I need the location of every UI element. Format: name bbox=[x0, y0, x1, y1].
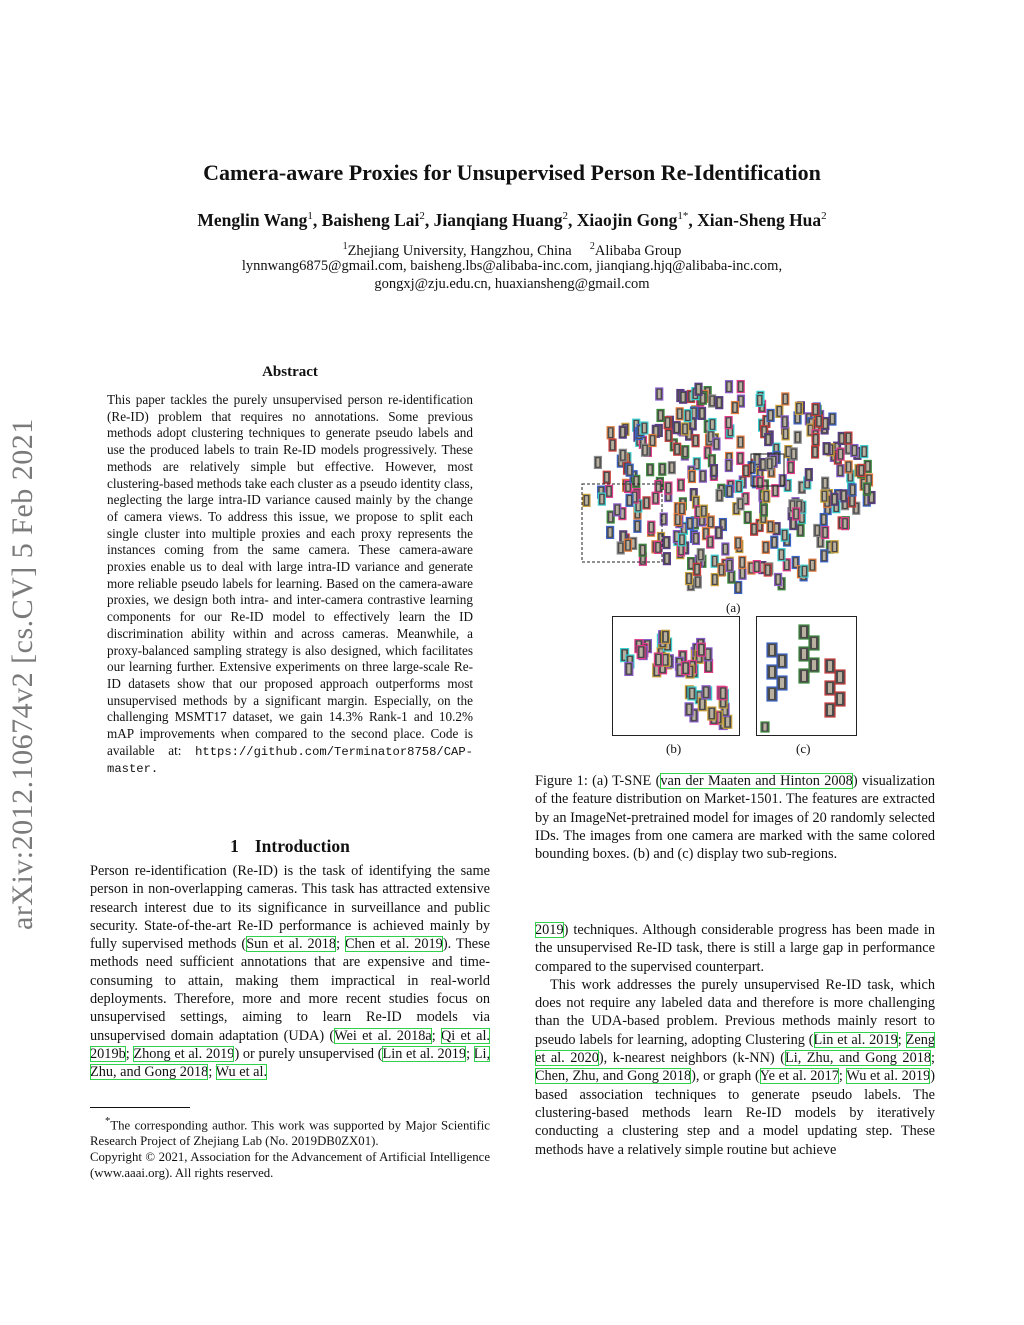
citation-link[interactable]: Wu et al. bbox=[215, 1064, 268, 1081]
citation-link[interactable]: Chen, Zhu, and Gong 2018 bbox=[535, 1068, 692, 1085]
image-thumbnail bbox=[697, 643, 705, 656]
image-thumbnail bbox=[680, 391, 687, 403]
image-thumbnail bbox=[614, 504, 621, 516]
image-thumbnail bbox=[607, 427, 614, 439]
intro-paragraph: Person re-identification (Re-ID) is the task of identifying the same person in non-overlapping cameras. This task has attracted extensive research interest due to its significance in surveillance and public security. State-of-the-art Re-ID performance is achieved mainly by fully supervised methods (Sun et al. 2018; Chen et al. 2019). These methods need sufficient annotations that are expensive and time-consuming to attain, making them impractical in real-world deployments. Therefore, more and more recent studies focus on unsupervised settings, aiming to learn Re-ID models via unsupervised domain adaptation (UDA) (Wei et al. 2018a; Qi et al. 2019b; Zhong et al. 2019) or purely unsupervised (Lin et al. 2019; Li, Zhu, and Gong 2018; Wu et al. bbox=[90, 863, 491, 1081]
image-thumbnail bbox=[607, 511, 614, 523]
citation-link[interactable]: Wu et al. 2019 bbox=[846, 1068, 931, 1085]
image-thumbnail bbox=[863, 483, 870, 495]
image-thumbnail bbox=[822, 526, 829, 538]
image-thumbnail bbox=[694, 576, 701, 588]
image-thumbnail bbox=[812, 446, 819, 458]
figure-subregion-b bbox=[612, 616, 740, 736]
author-name: Baisheng Lai bbox=[321, 210, 420, 230]
figure-tsne-a bbox=[580, 364, 880, 600]
image-thumbnail bbox=[656, 388, 663, 400]
image-thumbnail bbox=[735, 537, 742, 549]
image-thumbnail bbox=[674, 443, 681, 455]
image-thumbnail bbox=[737, 498, 744, 510]
image-thumbnail bbox=[794, 431, 801, 443]
image-thumbnail bbox=[594, 456, 601, 468]
image-thumbnail bbox=[711, 574, 718, 586]
image-thumbnail bbox=[707, 536, 714, 548]
image-thumbnail bbox=[668, 462, 675, 474]
image-thumbnail bbox=[845, 432, 852, 444]
image-thumbnail bbox=[782, 393, 789, 405]
author-name: Menglin Wang bbox=[197, 210, 308, 230]
image-thumbnail bbox=[637, 646, 645, 659]
author-list: Menglin Wang$^1$, Baisheng Lai$^2$, Jianqiang Huang$^2$, Xiaojin Gong$^{1*}$, Xian-Sheng Hua$^2$ bbox=[197, 210, 827, 230]
image-thumbnail bbox=[688, 687, 696, 700]
image-thumbnail bbox=[695, 383, 702, 395]
image-thumbnail bbox=[777, 654, 787, 668]
image-thumbnail bbox=[716, 489, 723, 501]
footnote: *The corresponding author. This work was supported by Major Scientific Research Project of Zhejiang Lab (No. 2019DB0ZX01). Copyright © 2021, Association for the Advancement of Artificial Intelligence (www.aaai.org). All rights reserved. bbox=[90, 1116, 490, 1181]
image-thumbnail bbox=[849, 484, 856, 496]
image-thumbnail bbox=[686, 573, 693, 585]
image-thumbnail bbox=[815, 415, 822, 427]
citation-link[interactable]: Li, Zhu, and Gong 2018 bbox=[784, 1050, 932, 1067]
image-thumbnail bbox=[831, 493, 838, 505]
abstract-body: This paper tackles the purely unsupervised person re-identification (Re-ID) problem that requires no annotations. Some previous methods adopt clustering techniques to generate pseudo labels and use the produced labels to train Re-ID models progressively. These methods are relatively simple but effective. However, most clustering-based methods take each cluster as a pseudo identity class, neglecting the large intra-ID variance caused mainly by the change of camera views. To address this issue, we propose to split each single cluster into multiple proxies and each proxy represents the instances coming from the same camera. These camera-aware proxies enable us to deal with large intra-ID variance and generate more reliable pseudo labels for learning. Based on the camera-aware proxies, we design both intra- and inter-camera contrastive learning components for our Re-ID model to effectively learn the ID discrimination ability within and across cameras. Meanwhile, a proxy-balanced sampling strategy is also designed, which facilitates our learning further. Extensive experiments on three large-scale Re-ID datasets show that our proposed approach outperforms most unsupervised methods by a significant margin. Especially, on the challenging MSMT17 dataset, we gain 14.3% Rank-1 and 10.2% mAP improvements when compared to the second place. Code is available at: https://github.com/Terminator8758/CAP-master. bbox=[107, 392, 473, 777]
image-thumbnail bbox=[633, 475, 640, 487]
image-thumbnail bbox=[682, 662, 690, 675]
image-thumbnail bbox=[678, 503, 685, 515]
image-thumbnail bbox=[731, 402, 738, 414]
image-thumbnail bbox=[760, 459, 767, 471]
image-thumbnail bbox=[835, 692, 845, 706]
image-thumbnail bbox=[765, 434, 772, 446]
image-thumbnail bbox=[694, 563, 701, 575]
tsne-scatter bbox=[580, 364, 880, 600]
image-thumbnail bbox=[652, 492, 659, 504]
image-thumbnail bbox=[709, 395, 716, 407]
image-thumbnail bbox=[647, 464, 654, 476]
image-thumbnail bbox=[837, 448, 844, 460]
image-thumbnail bbox=[641, 422, 648, 434]
figure-subregion-c bbox=[756, 616, 857, 736]
image-thumbnail bbox=[736, 480, 743, 492]
image-thumbnail bbox=[845, 461, 852, 473]
image-thumbnail bbox=[698, 698, 706, 711]
image-thumbnail bbox=[682, 446, 689, 458]
image-thumbnail bbox=[660, 513, 667, 525]
image-thumbnail bbox=[767, 687, 777, 701]
image-thumbnail bbox=[642, 444, 649, 456]
image-thumbnail bbox=[719, 687, 727, 700]
image-thumbnail bbox=[692, 532, 699, 544]
code-link[interactable]: https://github.com/Terminator8758/CAP-master. bbox=[107, 744, 473, 777]
email-line: gongxj@zju.edu.cn, huaxiansheng@gmail.com bbox=[374, 276, 650, 292]
image-thumbnail bbox=[753, 561, 760, 573]
affiliation-line: $^1$Zhejiang University, Hangzhou, China $^2$Alibaba Group bbox=[342, 241, 682, 259]
figure-label-b: (b) bbox=[666, 741, 682, 756]
citation-link[interactable]: Zhong et al. 2019 bbox=[133, 1045, 235, 1062]
image-thumbnail bbox=[737, 381, 744, 393]
image-thumbnail bbox=[825, 681, 835, 695]
image-thumbnail bbox=[793, 508, 800, 520]
citation-link[interactable]: Qi et al. 2019b bbox=[90, 1027, 491, 1062]
image-thumbnail bbox=[673, 422, 680, 434]
image-thumbnail bbox=[699, 470, 706, 482]
right-column-text: 2019) techniques. Although considerable progress has been made in the unsupervised Re-ID task, there is still a large gap in performance compared to the supervised counterpart. This work addresses the purely unsupervised Re-ID task, which does not require any labeled data and therefore is more challenging than the UDA-based problem. Previous methods mainly resort to pseudo labels for learning, adopting Clustering (Lin et al. 2019; Zeng et al. 2020), k-nearest neighbors (k-NN) (Li, Zhu, and Gong 2018; Chen, Zhu, and Gong 2018), or graph (Ye et al. 2017; Wu et al. 2019) based association techniques to generate pseudo labels. The clustering-based methods learn Re-ID models by iteratively conducting a clustering step and a model updating step. These methods have a relatively simple routine but achieve bbox=[535, 922, 935, 1158]
image-thumbnail bbox=[725, 417, 732, 429]
image-thumbnail bbox=[735, 581, 742, 593]
image-thumbnail bbox=[797, 524, 804, 536]
image-thumbnail bbox=[842, 518, 849, 530]
image-thumbnail bbox=[722, 543, 729, 555]
image-thumbnail bbox=[858, 464, 865, 476]
image-thumbnail bbox=[821, 550, 828, 562]
image-thumbnail bbox=[664, 417, 671, 429]
image-thumbnail bbox=[648, 521, 655, 533]
citation-link[interactable]: van der Maaten and Hinton 2008 bbox=[660, 773, 853, 789]
image-thumbnail bbox=[823, 443, 830, 455]
image-thumbnail bbox=[799, 669, 809, 683]
image-thumbnail bbox=[619, 449, 626, 461]
image-thumbnail bbox=[678, 534, 685, 546]
email-line: lynnwang6875@gmail.com, baisheng.lbs@alibaba-inc.com, jianqiang.hjq@alibaba-inc.com, bbox=[241, 258, 783, 274]
section-heading-introduction: 1 Introduction bbox=[230, 836, 350, 856]
image-thumbnail bbox=[757, 477, 764, 489]
image-thumbnail bbox=[809, 636, 819, 650]
image-thumbnail bbox=[655, 481, 662, 493]
image-thumbnail bbox=[724, 715, 732, 728]
image-thumbnail bbox=[603, 471, 610, 483]
image-thumbnail bbox=[702, 686, 710, 699]
citation-link[interactable]: Chen et al. 2019 bbox=[345, 936, 443, 953]
image-thumbnail bbox=[663, 553, 670, 565]
image-thumbnail bbox=[643, 497, 650, 509]
image-thumbnail bbox=[851, 445, 858, 457]
subregion-b-scatter bbox=[613, 617, 739, 735]
image-thumbnail bbox=[677, 479, 684, 491]
image-thumbnail bbox=[787, 462, 794, 474]
image-thumbnail bbox=[609, 439, 616, 451]
image-thumbnail bbox=[809, 559, 816, 571]
footnote-rule bbox=[90, 1107, 190, 1108]
image-thumbnail bbox=[760, 504, 767, 516]
image-thumbnail bbox=[598, 493, 605, 505]
abstract-heading: Abstract bbox=[262, 364, 318, 380]
author-name: Xian-Sheng Hua bbox=[697, 210, 822, 230]
author-name: Xiaojin Gong bbox=[576, 210, 678, 230]
image-thumbnail bbox=[688, 471, 695, 483]
image-thumbnail bbox=[665, 482, 672, 494]
image-thumbnail bbox=[771, 536, 778, 548]
citation-link[interactable]: Wei et al. 2018a bbox=[334, 1027, 432, 1044]
image-thumbnail bbox=[831, 541, 838, 553]
image-thumbnail bbox=[825, 659, 835, 673]
image-thumbnail bbox=[756, 394, 763, 406]
image-thumbnail bbox=[583, 494, 590, 506]
image-thumbnail bbox=[726, 485, 733, 497]
image-thumbnail bbox=[685, 703, 693, 716]
citation-link[interactable]: Lin et al. 2019 bbox=[382, 1045, 467, 1062]
image-thumbnail bbox=[775, 573, 782, 585]
author-name: Jianqiang Huang bbox=[433, 210, 563, 230]
image-thumbnail bbox=[682, 423, 689, 435]
paper-title: Camera-aware Proxies for Unsupervised Person Re-Identification bbox=[203, 160, 821, 185]
image-thumbnail bbox=[782, 428, 789, 440]
image-thumbnail bbox=[708, 707, 716, 720]
image-thumbnail bbox=[849, 495, 856, 507]
image-thumbnail bbox=[778, 549, 785, 561]
image-thumbnail bbox=[624, 539, 631, 551]
image-thumbnail bbox=[737, 452, 744, 464]
image-thumbnail bbox=[777, 676, 787, 690]
citation-link[interactable]: Sun et al. 2018 bbox=[246, 936, 337, 953]
image-thumbnail bbox=[837, 465, 844, 477]
image-thumbnail bbox=[676, 408, 683, 420]
image-thumbnail bbox=[607, 526, 614, 538]
image-thumbnail bbox=[751, 523, 758, 535]
image-thumbnail bbox=[728, 571, 735, 583]
image-thumbnail bbox=[801, 565, 808, 577]
image-thumbnail bbox=[814, 524, 821, 536]
image-thumbnail bbox=[711, 555, 718, 567]
figure-caption: Figure 1: (a) T-SNE (van der Maaten and Hinton 2008) visualization of the feature distribution on Market-1501. The features are extracted by an ImageNet-pretrained model for images of 20 randomly selected IDs. The images from one camera are marked with the same colored bounding boxes. (b) and (c) display two sub-regions. bbox=[535, 773, 936, 863]
image-thumbnail bbox=[781, 529, 788, 541]
figure-label-c: (c) bbox=[796, 741, 811, 756]
arxiv-stamp[interactable]: arXiv:2012.10674v2 [cs.CV] 5 Feb 2021 bbox=[6, 418, 39, 930]
image-thumbnail bbox=[626, 464, 633, 476]
image-thumbnail bbox=[767, 665, 777, 679]
image-thumbnail bbox=[659, 463, 666, 475]
image-thumbnail bbox=[829, 413, 836, 425]
image-thumbnail bbox=[707, 516, 714, 528]
image-thumbnail bbox=[762, 541, 769, 553]
image-thumbnail bbox=[840, 490, 847, 502]
image-thumbnail bbox=[626, 494, 633, 506]
image-thumbnail bbox=[716, 397, 723, 409]
image-thumbnail bbox=[835, 670, 845, 684]
image-thumbnail bbox=[726, 381, 733, 393]
image-thumbnail bbox=[739, 567, 746, 579]
image-thumbnail bbox=[639, 544, 646, 556]
image-thumbnail bbox=[606, 485, 613, 497]
image-thumbnail bbox=[700, 505, 707, 517]
image-thumbnail bbox=[713, 438, 720, 450]
image-thumbnail bbox=[861, 446, 868, 458]
image-thumbnail bbox=[697, 549, 704, 561]
image-thumbnail bbox=[665, 429, 672, 441]
image-thumbnail bbox=[763, 490, 770, 502]
citation-link[interactable]: Zeng et al. 2020 bbox=[535, 1031, 935, 1067]
image-thumbnail bbox=[661, 630, 669, 643]
image-thumbnail bbox=[619, 426, 626, 438]
image-thumbnail bbox=[764, 564, 771, 576]
image-thumbnail bbox=[654, 653, 662, 666]
image-thumbnail bbox=[674, 514, 681, 526]
image-thumbnail bbox=[805, 469, 812, 481]
image-thumbnail bbox=[739, 556, 746, 568]
image-thumbnail bbox=[809, 658, 819, 672]
image-thumbnail bbox=[822, 477, 829, 489]
image-thumbnail bbox=[625, 662, 633, 675]
image-thumbnail bbox=[799, 647, 809, 661]
image-thumbnail bbox=[744, 511, 751, 523]
image-thumbnail bbox=[718, 564, 725, 576]
image-thumbnail bbox=[737, 436, 744, 448]
image-thumbnail bbox=[779, 475, 786, 487]
image-thumbnail bbox=[820, 514, 827, 526]
image-thumbnail bbox=[709, 419, 716, 431]
image-thumbnail bbox=[657, 409, 664, 421]
citation-link[interactable]: 2019 bbox=[535, 922, 564, 938]
image-thumbnail bbox=[686, 517, 693, 529]
image-thumbnail bbox=[654, 541, 661, 553]
image-thumbnail bbox=[649, 434, 656, 446]
image-thumbnail bbox=[692, 435, 699, 447]
image-thumbnail bbox=[726, 559, 733, 571]
citation-link[interactable]: Lin et al. 2019 bbox=[813, 1031, 898, 1048]
image-thumbnail bbox=[710, 465, 717, 477]
image-thumbnail bbox=[766, 458, 773, 470]
citation-link[interactable]: Ye et al. 2017 bbox=[759, 1068, 839, 1085]
image-thumbnail bbox=[799, 625, 809, 639]
image-thumbnail bbox=[617, 542, 624, 554]
figure-label-a: (a) bbox=[726, 600, 741, 615]
image-thumbnail bbox=[838, 432, 845, 444]
image-thumbnail bbox=[634, 520, 641, 532]
subregion-c-scatter bbox=[757, 617, 856, 735]
image-thumbnail bbox=[699, 407, 706, 419]
image-thumbnail bbox=[761, 722, 769, 732]
image-thumbnail bbox=[743, 465, 750, 477]
image-thumbnail bbox=[821, 490, 828, 502]
image-thumbnail bbox=[790, 448, 797, 460]
image-thumbnail bbox=[767, 409, 774, 421]
image-thumbnail bbox=[812, 404, 819, 416]
image-thumbnail bbox=[812, 434, 819, 446]
image-thumbnail bbox=[767, 521, 774, 533]
citation-link[interactable]: Li, Zhu, and Gong 2018 bbox=[90, 1045, 491, 1081]
image-thumbnail bbox=[663, 537, 670, 549]
image-thumbnail bbox=[684, 410, 691, 422]
image-thumbnail bbox=[795, 402, 802, 414]
image-thumbnail bbox=[715, 527, 722, 539]
image-thumbnail bbox=[725, 459, 732, 471]
image-thumbnail bbox=[781, 416, 788, 428]
image-thumbnail bbox=[825, 703, 835, 717]
image-thumbnail bbox=[767, 643, 777, 657]
